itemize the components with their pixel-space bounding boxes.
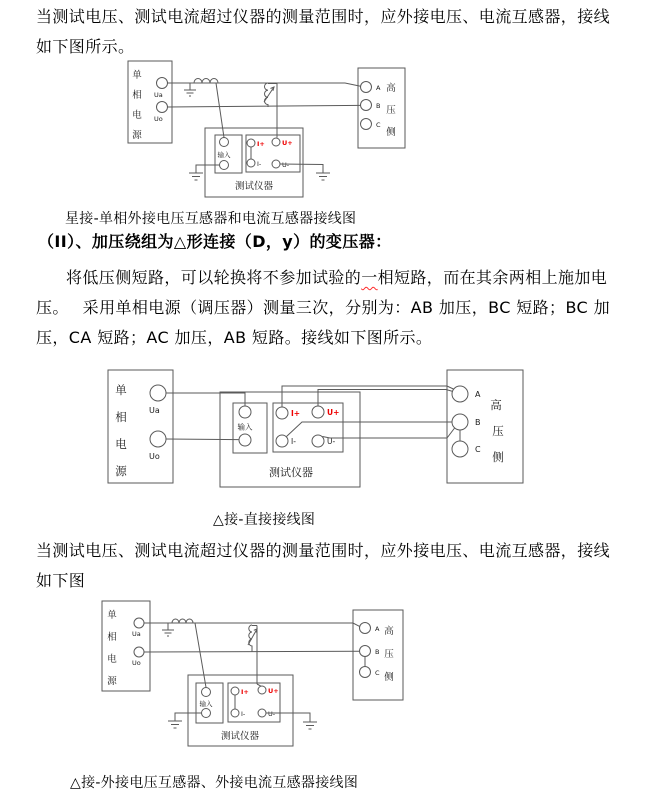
intro-line-1: 当测试电压、测试电流超过仪器的测量范围时，应外接电压、电流互感器，接线	[36, 7, 611, 26]
i-minus-label: I-	[241, 710, 246, 718]
hv-char-3: 侧	[384, 672, 394, 683]
wire-ct-to-input	[216, 83, 224, 138]
hv-char-2: 压	[386, 105, 396, 116]
hv-char-1: 高	[490, 398, 502, 412]
terminal-a	[360, 623, 371, 634]
input-terminal-bottom	[220, 161, 229, 170]
u-minus-label: U-	[282, 161, 290, 169]
source-char-2: 相	[115, 410, 127, 424]
terminal-a	[452, 386, 468, 402]
hv-char-3: 侧	[386, 127, 396, 138]
diagram-star-external-transformers	[90, 57, 440, 207]
instrument-label: 测试仪器	[234, 181, 274, 192]
terminal-ua-label: Ua	[154, 91, 163, 99]
phase-a-label: A	[375, 625, 380, 633]
phase-b-label: B	[376, 102, 381, 110]
terminal-ua-label: Ua	[149, 406, 160, 415]
input-label: 输入	[199, 700, 213, 708]
current-transformer-coil	[172, 619, 193, 623]
phase-b-label: B	[475, 418, 481, 427]
source-char-2: 相	[132, 90, 142, 101]
source-char-1: 单	[107, 610, 117, 621]
hv-char-3: 侧	[492, 450, 504, 464]
input-terminal-bottom	[239, 434, 251, 446]
phase-c-label: C	[375, 669, 380, 677]
body-line-1-post: 相短路，而在其余两相上施加电	[377, 268, 608, 287]
source-char-2: 相	[107, 632, 117, 643]
terminal-i-minus	[276, 435, 288, 447]
source-char-1: 单	[132, 70, 142, 81]
terminal-ua	[157, 78, 168, 89]
terminal-ua	[150, 385, 166, 401]
wire-ct-to-input	[195, 623, 206, 687]
intro-line-2: 如下图所示。	[36, 37, 135, 56]
input-terminal-top	[220, 138, 229, 147]
terminal-b	[360, 646, 371, 657]
terminal-uo	[134, 647, 144, 657]
terminal-uo	[157, 102, 168, 113]
caption-star-diagram: 星接-单相外接电压互感器和电流互感器接线图	[65, 211, 357, 227]
note-line-1: 当测试电压、测试电流超过仪器的测量范围时，应外接电压、电流互感器，接线	[36, 541, 611, 560]
body-line-1-spellcheck: 一	[361, 268, 378, 287]
source-char-3: 电	[132, 110, 142, 121]
voltage-transformer	[264, 83, 277, 138]
terminal-u-minus	[312, 435, 324, 447]
terminal-b	[361, 100, 372, 111]
u-minus-label: U-	[327, 437, 336, 446]
body-line-1	[66, 268, 607, 288]
diagram-delta-external-transformers	[95, 598, 445, 760]
terminal-ua-label: Ua	[132, 630, 141, 638]
ground-symbol-line	[184, 83, 196, 96]
section-heading: （II）、加压绕组为△形连接（D，y）的变压器：	[38, 232, 392, 251]
i-minus-label: I-	[257, 160, 262, 168]
body-line-3: 压，CA 短路；AC 加压，AB 短路。接线如下图所示。	[36, 328, 433, 347]
source-char-3: 电	[107, 654, 117, 665]
input-terminal-top	[202, 688, 211, 697]
body-line-2: 压。 采用单相电源（调压器）测量三次，分别为：AB 加压，BC 短路；BC 加	[36, 298, 611, 317]
terminal-i-plus	[247, 139, 255, 147]
terminal-ua	[134, 618, 144, 628]
u-plus-label: U+	[282, 139, 293, 147]
voltage-transformer	[248, 625, 261, 686]
hv-char-2: 压	[492, 424, 504, 438]
caption-delta-direct: △接-直接接线图	[213, 512, 316, 528]
terminal-uo-label: Uo	[132, 659, 141, 667]
terminal-i-minus	[247, 159, 255, 167]
i-plus-label: I+	[257, 140, 265, 148]
phase-a-label: A	[475, 390, 481, 399]
u-minus-label: U-	[268, 710, 276, 718]
instrument-label: 测试仪器	[269, 466, 313, 479]
input-label: 输入	[217, 151, 231, 159]
terminal-u-minus	[272, 160, 280, 168]
wire-ua-to-a	[168, 83, 361, 86]
source-char-3: 电	[115, 437, 127, 451]
phase-c-label: C	[376, 121, 381, 129]
source-char-4: 源	[115, 464, 127, 478]
hv-char-2: 压	[384, 649, 394, 660]
terminal-b	[452, 414, 468, 430]
phase-c-label: C	[475, 445, 481, 454]
input-label: 输入	[237, 422, 253, 432]
source-char-4: 源	[132, 130, 142, 141]
terminal-uo	[150, 431, 166, 447]
terminal-uo-label: Uo	[149, 452, 160, 461]
hv-char-1: 高	[384, 626, 394, 637]
u-plus-label: U+	[327, 408, 340, 417]
input-terminal-top	[239, 406, 251, 418]
body-line-1-pre: 将低压侧短路，可以轮换将不参加试验的	[66, 268, 362, 287]
terminal-u-plus	[258, 686, 266, 694]
i-plus-label: I+	[241, 688, 249, 696]
terminal-u-plus	[312, 406, 324, 418]
i-minus-label: I-	[291, 437, 296, 446]
u-plus-label: U+	[268, 687, 279, 695]
phase-b-label: B	[375, 648, 380, 656]
source-char-1: 单	[115, 383, 127, 397]
terminal-uo-label: Uo	[154, 115, 163, 123]
terminal-c	[360, 667, 371, 678]
diagram-delta-direct	[95, 365, 535, 490]
note-line-2: 如下图	[36, 571, 86, 590]
ground-symbol-line	[162, 623, 174, 636]
terminal-i-plus	[276, 407, 288, 419]
wire-uminus-to-b	[323, 428, 456, 439]
terminal-c	[361, 119, 372, 130]
terminal-i-minus	[231, 709, 239, 717]
caption-delta-external: △接-外接电压互感器、外接电流互感器接线图	[70, 775, 359, 791]
input-terminal-bottom	[202, 709, 211, 718]
i-plus-label: I+	[291, 409, 301, 418]
wire-iminus-to-b	[287, 422, 453, 437]
current-transformer-coil	[194, 79, 218, 84]
wire-uo-to-b	[168, 105, 361, 107]
terminal-u-plus	[272, 138, 280, 146]
terminal-i-plus	[231, 687, 239, 695]
instrument-label: 测试仪器	[220, 731, 260, 742]
wire-uo-to-input	[166, 439, 239, 440]
terminal-c	[452, 441, 468, 457]
terminal-u-minus	[258, 709, 266, 717]
source-char-4: 源	[107, 676, 117, 687]
hv-char-1: 高	[386, 83, 396, 94]
phase-a-label: A	[376, 84, 381, 92]
terminal-a	[361, 82, 372, 93]
